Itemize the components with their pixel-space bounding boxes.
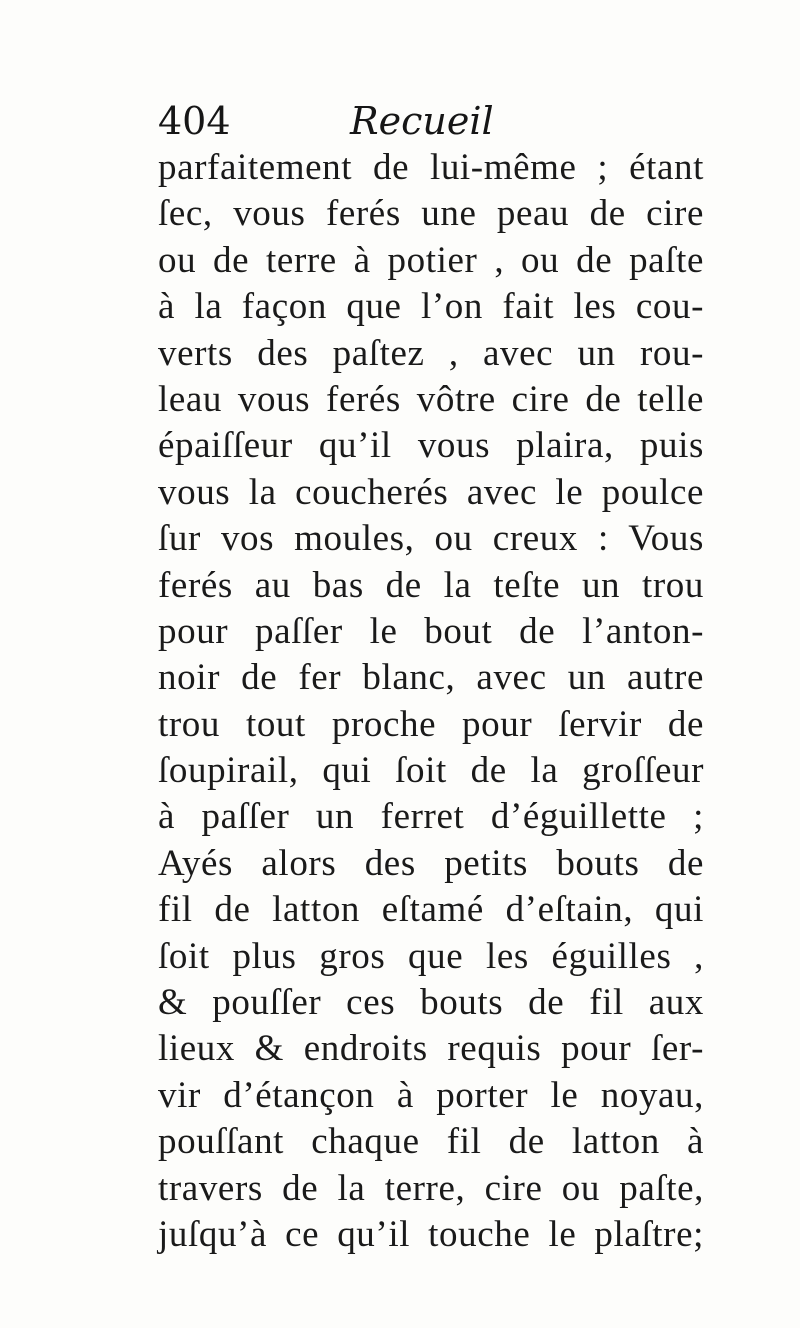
text-line: ſoit plus gros que les éguilles , (158, 935, 704, 977)
text-line: fil de latton eſtamé d’eſtain, qui (158, 889, 704, 931)
body-text (158, 145, 704, 1258)
text-line: pour paſſer le bout de l’anton- (158, 610, 704, 652)
text-line: travers de la terre, cire ou paſte, (158, 1167, 704, 1209)
text-line: parfaitement de lui-même ; étant (158, 147, 704, 188)
text-line: à paſſer un ferret d’éguillette ; (158, 796, 704, 838)
text-line: ſur vos moules, ou creux : Vous (158, 518, 704, 560)
text-line: trou tout proche pour ſervir de (158, 703, 704, 745)
text-line: Ayés alors des petits bouts de (158, 842, 704, 884)
text-line: pouſſant chaque fil de latton à (158, 1121, 704, 1163)
text-line: ſoupirail, qui ſoit de la groſſeur (158, 750, 704, 792)
text-line: ou de terre à potier , ou de paſte (158, 239, 704, 281)
text-line: épaiſſeur qu’il vous plaira, puis (158, 425, 704, 467)
text-line: ferés au bas de la teſte un trou (158, 564, 704, 606)
running-head: Recueil (350, 99, 494, 143)
text-line: leau vous ferés vôtre cire de telle (158, 378, 704, 420)
text-line: noir de fer blanc, avec un autre (158, 657, 704, 699)
text-line: à la façon que l’on fait les cou- (158, 286, 704, 328)
text-line: & pouſſer ces bouts de fil aux (158, 982, 704, 1024)
text-line: juſqu’à ce qu’il touche le plaſtre; (158, 1213, 704, 1255)
page-header (158, 96, 698, 146)
text-line: lieux & endroits requis pour ſer- (158, 1028, 704, 1070)
text-line: vous la coucherés avec le poulce (158, 471, 704, 513)
text-line: vir d’étançon à porter le noyau, (158, 1074, 704, 1116)
text-line: ſec, vous ferés une peau de cire (158, 193, 704, 235)
page-number: 404 (158, 99, 231, 143)
text-line: verts des paſtez , avec un rou- (158, 332, 704, 374)
